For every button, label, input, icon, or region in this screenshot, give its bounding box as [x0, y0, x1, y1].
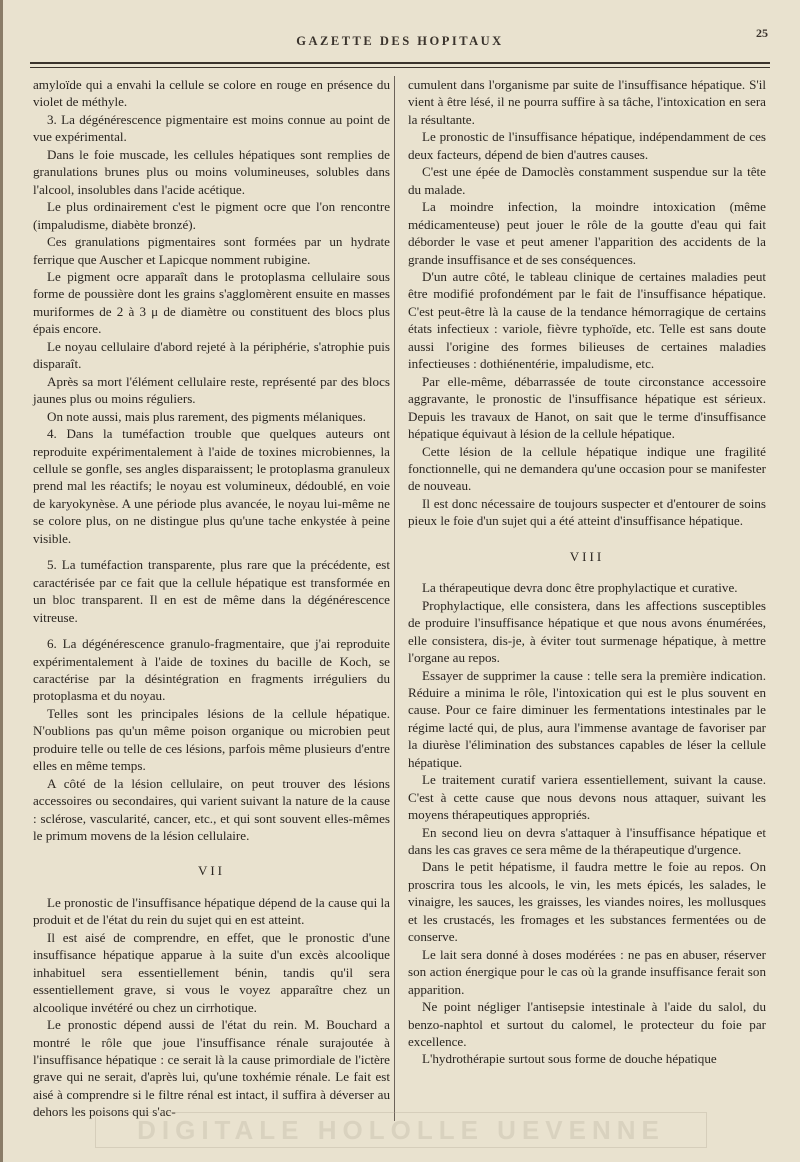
section-heading-vii: VII	[197, 863, 226, 879]
paragraph: Le plus ordinairement c'est le pigment ocre que l'on rencontre (impaludisme, diabète bronzé).	[33, 199, 390, 232]
paragraph: La moindre infection, la moindre intoxication (même médicamenteuse) peut jouer le rôle de la goutte d'eau qui fait déborder le vase et peut amener l'apparition des accidents de la grande insuffisance et de ses conséquences.	[408, 199, 766, 267]
page-number: 25	[756, 26, 768, 40]
paragraph: Il est aisé de comprendre, en effet, que le pronostic d'une insuffisance hépatique apparue à la suite d'un excès alcoolique inhabituel sera essentiellement bénin, tandis qu'il sera essentiellement grave, si vous le voyez apparaître chez un alcoolique invétéré ou chez un cirrhotique.	[33, 929, 390, 1015]
page-header	[30, 26, 770, 58]
paragraph: 6. La dégénérescence granulo-fragmentaire, que j'ai reproduite expérimentalement à l'aide de toxines du bacille de Koch, se caractérise par la désintégration en fragments irréguliers du protoplasma et du noyau.	[33, 636, 390, 704]
left-column	[33, 76, 390, 1121]
paragraph: Le traitement curatif variera essentiellement, suivant la cause. C'est à cette cause que nous devons nous attaquer, suivant les moyens thérapeutiques appropriés.	[408, 772, 766, 823]
paragraph: Ces granulations pigmentaires sont formées par un hydrate ferrique que Auscher et Lapicque nomment rubigine.	[33, 234, 390, 267]
paragraph: Le pronostic de l'insuffisance hépatique, indépendamment de ces deux facteurs, dépend de bien d'autres causes.	[408, 129, 766, 162]
paragraph: amyloïde qui a envahi la cellule se colore en rouge en présence du violet de méthyle.	[33, 77, 390, 110]
paragraph: La thérapeutique devra donc être prophylactique et curative.	[422, 580, 738, 596]
paragraph: Telles sont les principales lésions de la cellule hépatique. N'oublions pas qu'un même poison organique ou microbien peut produire telle ou telle de ces lésions, parfois même plusieurs d'entre elles en même temps.	[33, 705, 390, 774]
header-rule-thin	[30, 67, 770, 68]
paragraph: Le pigment ocre apparaît dans le protoplasma cellulaire sous forme de poussière dont les grains s'agglomèrent ensuite en masses muriformes de 2 à 3 μ de diamètre ou constituent des blocs plus épais encore.	[33, 268, 390, 337]
paragraph: Dans le foie muscade, les cellules hépatiques sont remplies de granulations brunes plus ou moins volumineuses, solubles dans l'alcool, insolubles dans l'acide acétique.	[33, 146, 390, 197]
paragraph: Cette lésion de la cellule hépatique indique une fragilité fonctionnelle, qui ne demandera qu'une occasion pour se manifester de nouveau.	[408, 443, 766, 494]
right-column	[408, 76, 766, 1068]
paragraph: 4. Dans la tuméfaction trouble que quelques auteurs ont reproduite expérimentalement à l'aide de toxines microbiennes, la cellule se gonfle, ses angles disparaissent; le protoplasma granuleux prend mal les réactifs; le noyau est volumineux, dédoublé, en voie de karyokynèse. A une période plus avancée, le noyau lui-même ne se colore plus, on ne distingue plus qu'une tache enkystée à peine visible.	[33, 426, 390, 546]
paragraph: Par elle-même, débarrassée de toute circonstance accessoire aggravante, le pronostic de l'insuffisance hépatique est sérieux. Depuis les travaux de Hanot, on sait que le terme d'insuffisance hépatique équivaut à lésion de la cellule hépatique.	[408, 373, 766, 442]
paragraph: Prophylactique, elle consistera, dans les affections susceptibles de produire l'insuffisance hépatique et que nous avons énumérées, elle consistera, dis-je, à éviter tout surmenage hépatique, à mettre l'organe au repos.	[408, 597, 766, 666]
paragraph: 3. La dégénérescence pigmentaire est moins connue au point de vue expérimental.	[33, 111, 390, 145]
paragraph: Il est donc nécessaire de toujours suspecter et d'entourer de soins pieux le foie d'un sujet qui a été atteint d'insuffisance hépatique.	[408, 495, 766, 529]
page-edge	[0, 0, 3, 1162]
paragraph: C'est une épée de Damoclès constamment suspendue sur la tête du malade.	[408, 164, 766, 197]
paragraph: On note aussi, mais plus rarement, des pigments mélaniques.	[47, 408, 366, 424]
paragraph: Le pronostic de l'insuffisance hépatique dépend de la cause qui la produit et de l'état du rein du sujet qui en est atteint.	[33, 894, 390, 928]
paragraph: Dans le petit hépatisme, il faudra mettre le foie au repos. On proscrira tous les alcools, le vin, les mets épicés, les salades, le vinaigre, les sauces, les graisses, les viandes noires, les mollusques et les crustacés, les fromages et les substances fermentées ou de conserve.	[408, 859, 766, 945]
paragraph: Essayer de supprimer la cause : telle sera la première indication. Réduire a minima le rôle, l'intoxication qui est le plus souvent en cause. Pour ce faire diminuer les fermentations intestinales par le régime lacté qui, de plus, aura l'immense avantage de favoriser par la diurèse l'élimination des substances capables de léser la cellule hépatique.	[408, 667, 766, 770]
paragraph: Le lait sera donné à doses modérées : ne pas en abuser, réserver son action énergique pour le cas où la grande insuffisance ferait son apparition.	[408, 946, 766, 997]
paragraph: A côté de la lésion cellulaire, on peut trouver des lésions accessoires ou secondaires, qui varient suivant la nature de la cause : sclérose, vascularité, cancer, etc., et qui sont souvent elles-mêmes le primum movens de la lésion cellulaire.	[33, 775, 390, 844]
page-title: GAZETTE DES HOPITAUX	[296, 34, 504, 48]
paragraph: L'hydrothérapie surtout sous forme de douche hépatique	[422, 1051, 717, 1067]
paragraph: cumulent dans l'organisme par suite de l'insuffisance hépatique. S'il vient à être lésé, il ne pourra suffire à sa tâche, l'intoxication en sera la résultante.	[408, 77, 766, 127]
paragraph: 5. La tuméfaction transparente, plus rare que la précédente, est caractérisée par ce fait que la cellule hépatique est transformée en un bloc transparent. Il en est de même dans la dégénérescence vitreuse.	[33, 557, 390, 625]
paragraph: D'un autre côté, le tableau clinique de certaines maladies peut être modifié profondément par le fait de l'insuffisance hépatique. C'est peut-être là la cause de la tendance hémorragique de certains états infectieux : variole, fièvre typhoïde, etc. Telle est sans doute aussi l'origine des formes bilieuses de certaines maladies infectieuses : dothiénentérie, impaludisme, etc.	[408, 268, 766, 372]
paragraph: Ne point négliger l'antisepsie intestinale à l'aide du salol, du benzo-naphtol et surtout du calomel, le protecteur du foie par excellence.	[408, 999, 766, 1050]
paragraph: En second lieu on devra s'attaquer à l'insuffisance hépatique et dans les cas graves ce sera même de la thérapeutique d'urgence.	[408, 824, 766, 858]
paragraph: Le pronostic dépend aussi de l'état du rein. M. Bouchard a montré le rôle que joue l'insuffisance rénale surajoutée à l'insuffisance hépatique : ce serait là la cause primordiale de l'ictère grave qui ne serait, d'après lui, qu'une toxhémie rénale. Le fait est aisé à comprendre si le filtre rénal est intact, il suffira à déverser au dehors les poisons qui s'ac-	[33, 1017, 390, 1120]
header-rule-thick	[30, 62, 770, 64]
library-watermark-stamp: DIGITALE HOLOLLE UEVENNE	[95, 1112, 707, 1148]
section-heading-viii: VIII	[569, 548, 605, 564]
column-divider	[394, 76, 395, 1121]
paragraph: Après sa mort l'élément cellulaire reste, représenté par des blocs jaunes plus ou moins réguliers.	[33, 373, 390, 407]
paragraph: Le noyau cellulaire d'abord rejeté à la périphérie, s'atrophie puis disparaît.	[33, 338, 390, 372]
